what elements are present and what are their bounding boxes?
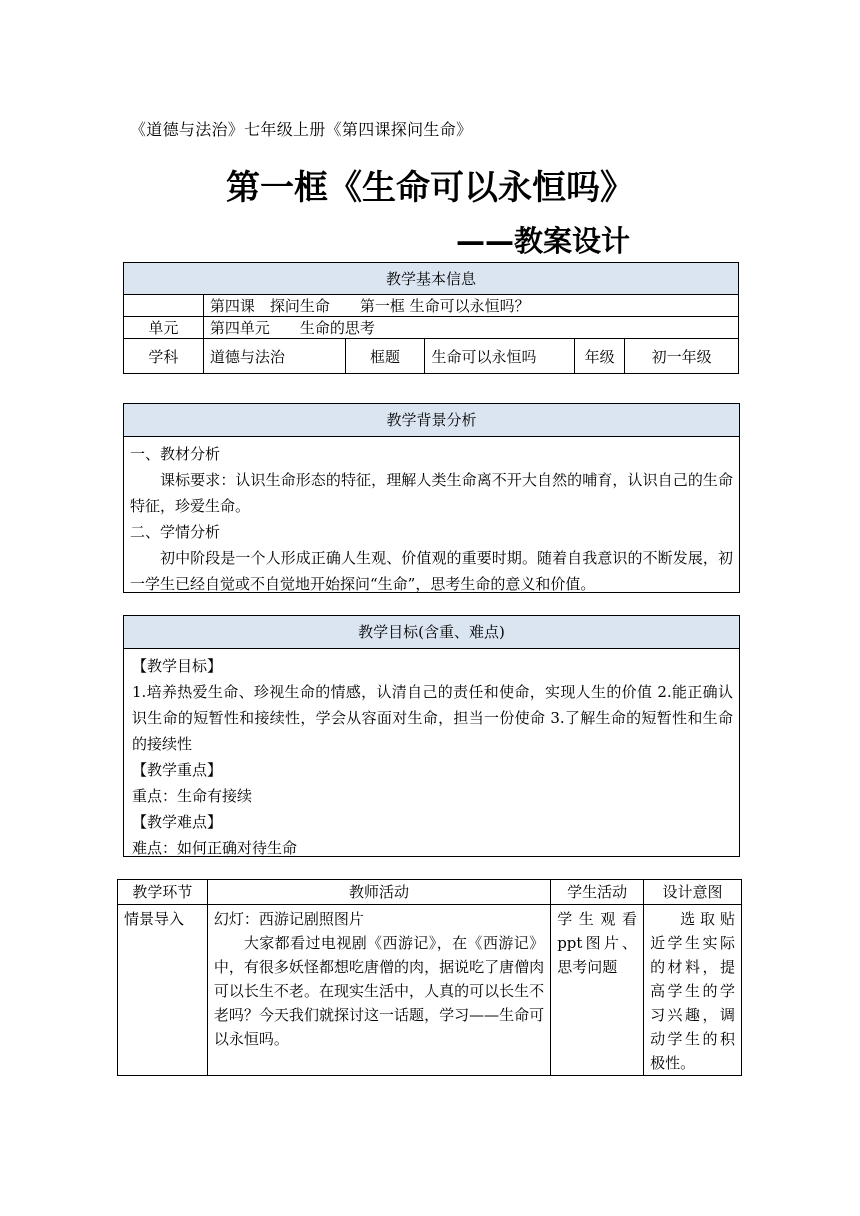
subject-label: 学科 <box>124 339 204 374</box>
background-header: 教学背景分析 <box>124 404 739 437</box>
student-analysis-title: 二、学情分析 <box>130 523 221 541</box>
goals-text: 1.培养热爱生命、珍视生命的情感，认清自己的责任和使命，实现人生的价值 2.能正确认识生命的短暂性和接续性，学会从容面对生命，担当一份使命 3.了解生命的短暂性和生命的接续性 <box>132 683 733 753</box>
teacher-cell <box>207 905 550 1076</box>
teacher-activity-text: 大家都看过电视剧《西游记》，在《西游记》中，有很多妖怪都想吃唐僧的肉，据说吃了唐僧肉可以长生不老。在现实生活中，人真的可以长生不老吗？今天我们就探讨这一话题，学习——生命可以永恒吗。 <box>213 934 545 1048</box>
stage-cell: 情景导入 <box>118 905 208 1076</box>
unit-value: 第四单元 生命的思考 <box>203 317 738 339</box>
difficult-point-text: 难点：如何正确对待生命 <box>132 839 298 857</box>
material-analysis-text: 课标要求：认识生命形态的特征，理解人类生命离不开大自然的哺育，认识自己的生命特征，珍爱生命。 <box>130 471 733 515</box>
objectives-box <box>123 615 740 857</box>
col-header-student: 学生活动 <box>551 880 644 905</box>
col-header-stage: 教学环节 <box>118 880 208 905</box>
unit-label: 单元 <box>124 317 204 339</box>
intent-cell: 选取贴近学生实际的材料，提高学生的学习兴趣，调动学生的积极性。 <box>644 905 742 1076</box>
frame-label: 框题 <box>345 339 425 374</box>
activities-table <box>117 879 742 1076</box>
document-subheading: ——教案设计 <box>456 224 631 258</box>
teacher-activity-line1: 幻灯：西游记剧照图片 <box>213 910 364 928</box>
key-point-text: 重点：生命有接续 <box>132 787 253 805</box>
student-cell: 学生观看ppt图片、思考问题 <box>551 905 644 1076</box>
subject-value: 道德与法治 <box>203 339 345 374</box>
objectives-header: 教学目标(含重、难点) <box>124 616 739 649</box>
lesson-row-blank <box>124 295 204 317</box>
student-analysis-text: 初中阶段是一个人形成正确人生观、价值观的重要时期。随着自我意识的不断发展，初一学生已经自觉或不自觉地开始探问“生命”，思考生命的意义和价值。 <box>130 549 733 593</box>
document-subtitle: 《道德与法治》七年级上册《第四课探问生命》 <box>130 120 473 139</box>
basic-info-header: 教学基本信息 <box>124 263 739 295</box>
frame-value: 生命可以永恒吗 <box>425 339 575 374</box>
col-header-intent: 设计意图 <box>644 880 742 905</box>
lesson-row-value: 第四课 探问生命 第一框 生命可以永恒吗？ <box>203 295 738 317</box>
key-point-title: 【教学重点】 <box>132 761 223 779</box>
col-header-teacher: 教师活动 <box>207 880 550 905</box>
material-analysis-title: 一、教材分析 <box>130 445 221 463</box>
grade-label: 年级 <box>575 339 625 374</box>
background-analysis-box <box>123 403 740 593</box>
difficult-point-title: 【教学难点】 <box>132 813 223 831</box>
table-row <box>118 905 742 1076</box>
document-title: 第一框《生命可以永恒吗》 <box>226 168 634 208</box>
grade-value: 初一年级 <box>625 339 739 374</box>
goals-title: 【教学目标】 <box>132 657 223 675</box>
basic-info-table <box>123 262 739 374</box>
